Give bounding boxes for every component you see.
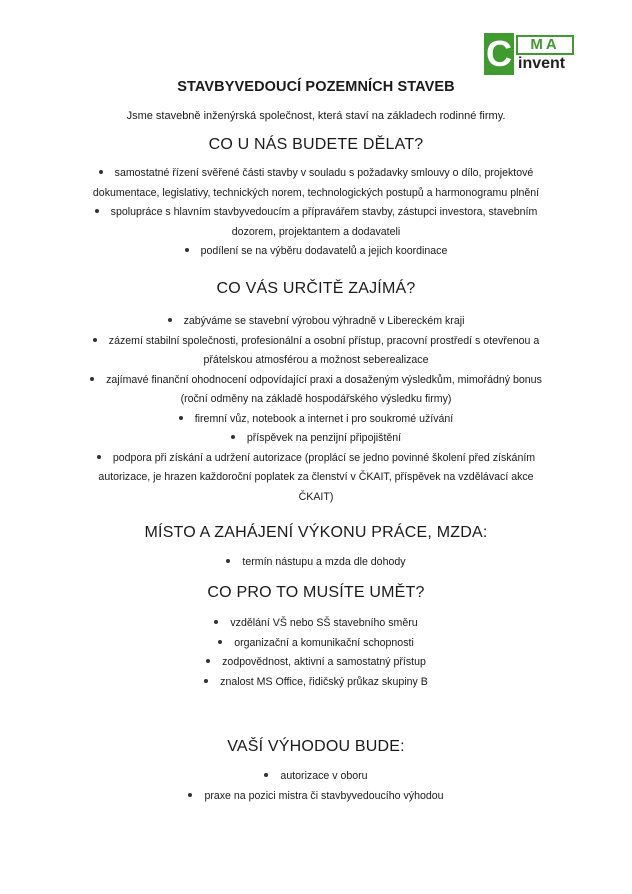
bullet-icon (95, 209, 99, 213)
list-item: firemní vůz, notebook a internet i pro soukromé užívání (0, 410, 632, 430)
duties-list (0, 164, 632, 262)
list-item: vzdělání VŠ nebo SŠ stavebního směru (0, 614, 632, 634)
list-item: zabýváme se stavební výrobou výhradně v Libereckém kraji (0, 312, 632, 332)
list-item: zodpovědnost, aktivní a samostatný přístup (0, 653, 632, 673)
company-intro: Jsme stavebně inženýrská společnost, která staví na základech rodinné firmy. (126, 110, 506, 122)
bullet-icon (99, 170, 103, 174)
bullet-icon (204, 679, 208, 683)
bullet-icon (93, 338, 97, 342)
list-item: zázemí stabilní společnosti, profesionální a osobní přístup, pracovní prostředí s otevřenou a přátelskou atmosférou a možnost seberealizace (0, 332, 632, 371)
bullet-icon (206, 659, 210, 663)
bullet-icon (179, 416, 183, 420)
logo-letter-c: C (486, 33, 512, 74)
requirements-list (0, 614, 632, 692)
list-item: zajímavé finanční ohodnocení odpovídající praxi a dosaženým výsledkům, mimořádný bonus (roční odměny na základě hospodářského výsledku firmy) (0, 371, 632, 410)
list-item: spolupráce s hlavním stavbyvedoucím a přípravářem stavby, zástupci investora, stavebním dozorem, projektantem a dodavateli (0, 203, 632, 242)
logo-letters-ma: MA (516, 35, 574, 55)
list-item: podílení se na výběru dodavatelů a jejich koordinace (0, 242, 632, 262)
list-item: podpora při získání a udržení autorizace (proplácí se jedno povinné školení před získáním autorizace, je hrazen každoroční poplatek za členství v ČKAIT, příspěvek na vzdělávací akce ČKAIT) (98, 451, 536, 503)
advantage-list (0, 767, 632, 806)
company-logo (484, 33, 576, 75)
bullet-icon (90, 377, 94, 381)
bullet-icon (188, 793, 192, 797)
bullet-icon (231, 435, 235, 439)
bullet-icon (264, 773, 268, 777)
bullet-icon (214, 620, 218, 624)
list-item: znalost MS Office, řidičský průkaz skupiny B (0, 673, 632, 693)
bullet-icon (226, 559, 230, 563)
bullet-icon (168, 318, 172, 322)
section-heading-requirements: CO PRO TO MUSÍTE UMĚT? (207, 584, 425, 601)
list-item: samostatné řízení svěřené části stavby v souladu s požadavky smlouvy o dílo, projektové dokumentace, legislativy, technických norem, technologických postupů a harmonogramu plnění (92, 167, 540, 199)
bullet-icon (218, 640, 222, 644)
bullet-icon (97, 455, 101, 459)
list-item: organizační a komunikační schopnosti (0, 634, 632, 654)
section-heading-advantage: VAŠÍ VÝHODOU BUDE: (227, 738, 405, 755)
list-item: termín nástupu a mzda dle dohody (0, 553, 632, 573)
section-heading-duties: CO U NÁS BUDETE DĚLAT? (208, 136, 424, 153)
benefits-list (0, 312, 632, 507)
job-title: STAVBYVEDOUCÍ POZEMNÍCH STAVEB (177, 79, 455, 95)
section-heading-place-salary: MÍSTO A ZAHÁJENÍ VÝKONU PRÁCE, MZDA: (144, 524, 488, 541)
place-salary-list (0, 553, 632, 573)
bullet-icon (185, 248, 189, 252)
logo-word-invent: invent (518, 55, 566, 72)
list-item: autorizace v oboru (0, 767, 632, 787)
list-item: praxe na pozici mistra či stavbyvedoucího výhodou (0, 787, 632, 807)
list-item: příspěvek na penzijní připojištění (0, 429, 632, 449)
section-heading-benefits: CO VÁS URČITĚ ZAJÍMÁ? (216, 280, 416, 297)
